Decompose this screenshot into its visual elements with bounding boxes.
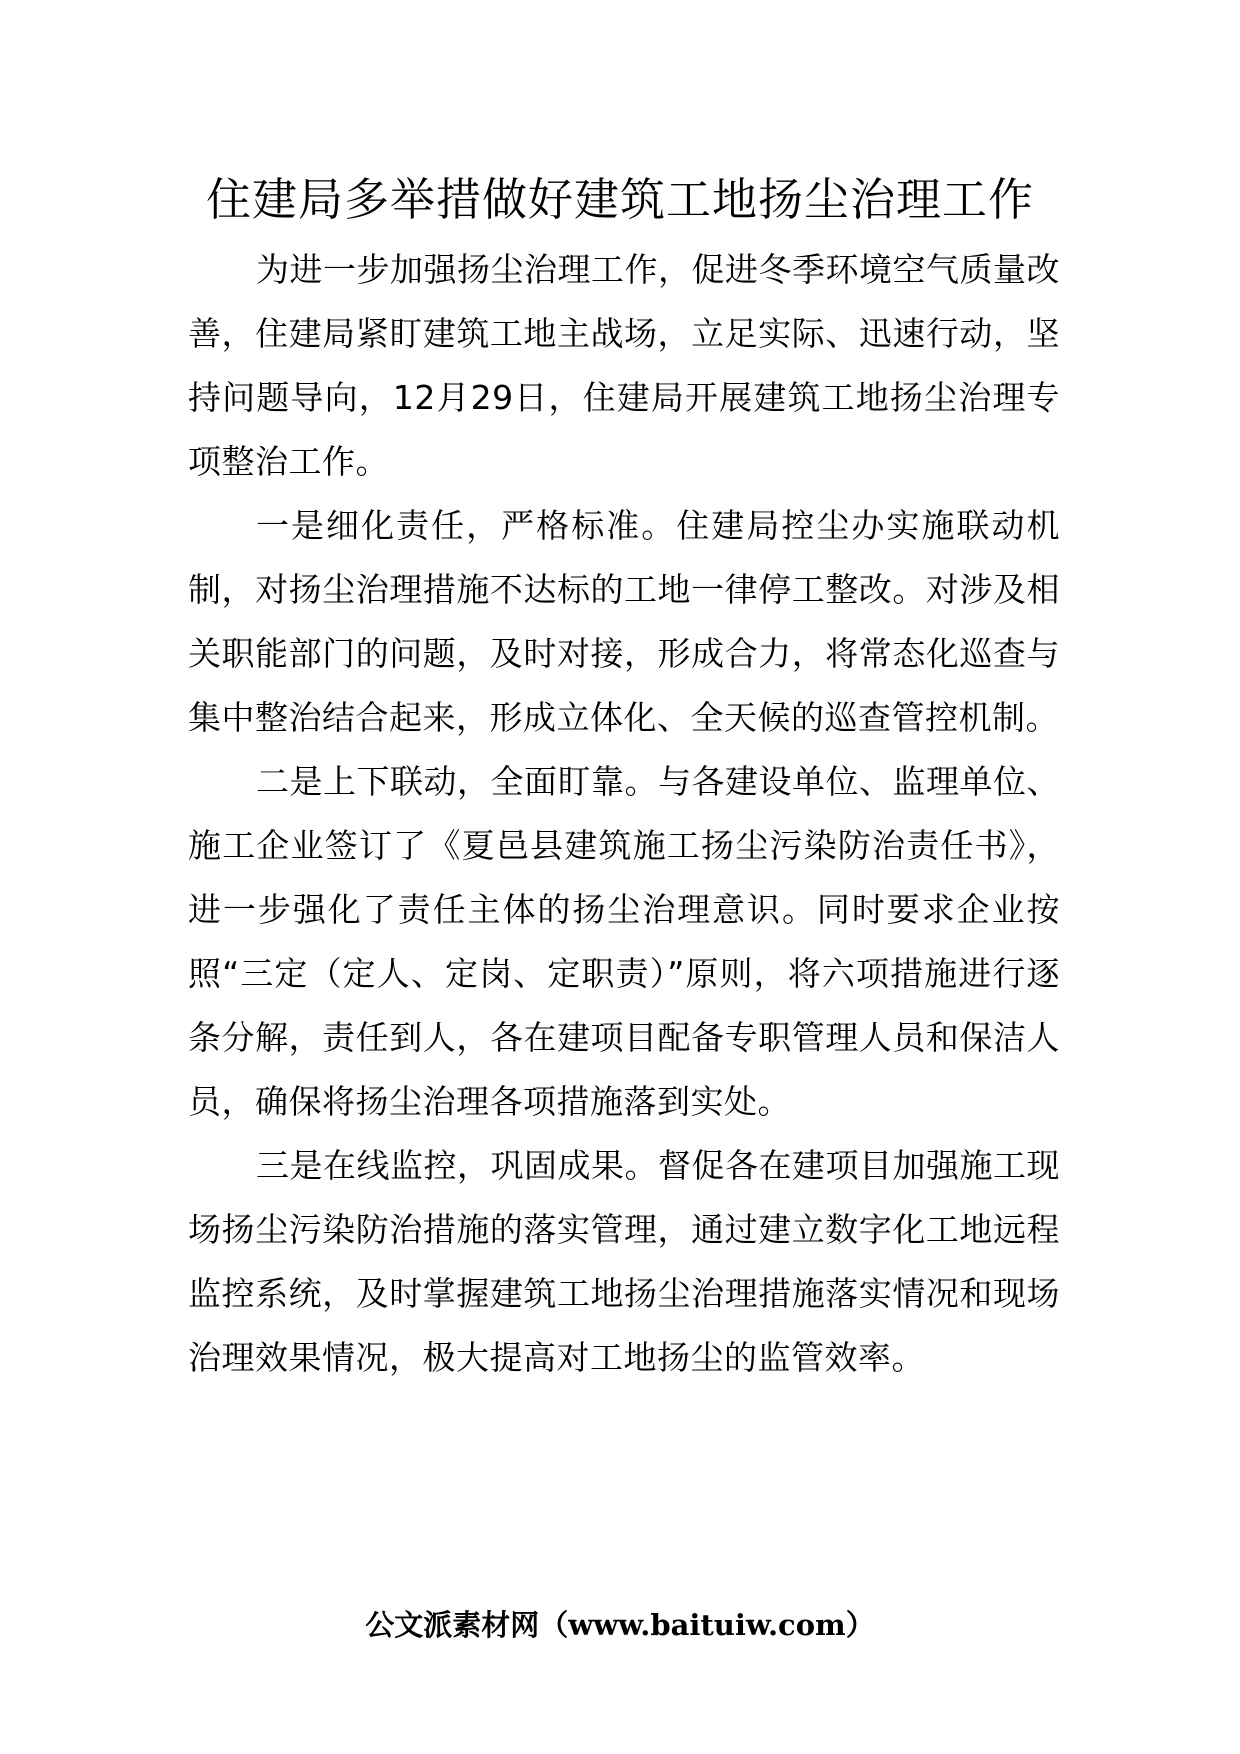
document-body <box>188 238 1060 1390</box>
paragraph-coordination: 二是上下联动，全面盯靠。与各建设单位、监理单位、施工企业签订了《夏邑县建筑施工扬尘污染防治责任书》，进一步强化了责任主体的扬尘治理意识。同时要求企业按照“三定（定人、定岗、定职责）”原则，将六项措施进行逐条分解，责任到人，各在建项目配备专职管理人员和保洁人员，确保将扬尘治理各项措施落到实处。 <box>188 762 1060 1121</box>
document-title: 住建局多举措做好建筑工地扬尘治理工作 <box>205 173 1034 226</box>
paragraph-intro: 为进一步加强扬尘治理工作，促进冬季环境空气质量改善，住建局紧盯建筑工地主战场，立足实际、迅速行动，坚持问题导向，12月29日，住建局开展建筑工地扬尘治理专项整治工作。 <box>188 250 1060 481</box>
paragraph-monitoring: 三是在线监控，巩固成果。督促各在建项目加强施工现场扬尘污染防治措施的落实管理，通过建立数字化工地远程监控系统，及时掌握建筑工地扬尘治理措施落实情况和现场治理效果情况，极大提高对工地扬尘的监管效率。 <box>188 1146 1060 1377</box>
paragraph-responsibility: 一是细化责任，严格标准。住建局控尘办实施联动机制，对扬尘治理措施不达标的工地一律停工整改。对涉及相关职能部门的问题，及时对接，形成合力，将常态化巡查与集中整治结合起来，形成立体化、全天候的巡查管控机制。 <box>188 506 1060 737</box>
source-footer: 公文派素材网（www.baituiw.com） <box>365 1608 875 1642</box>
